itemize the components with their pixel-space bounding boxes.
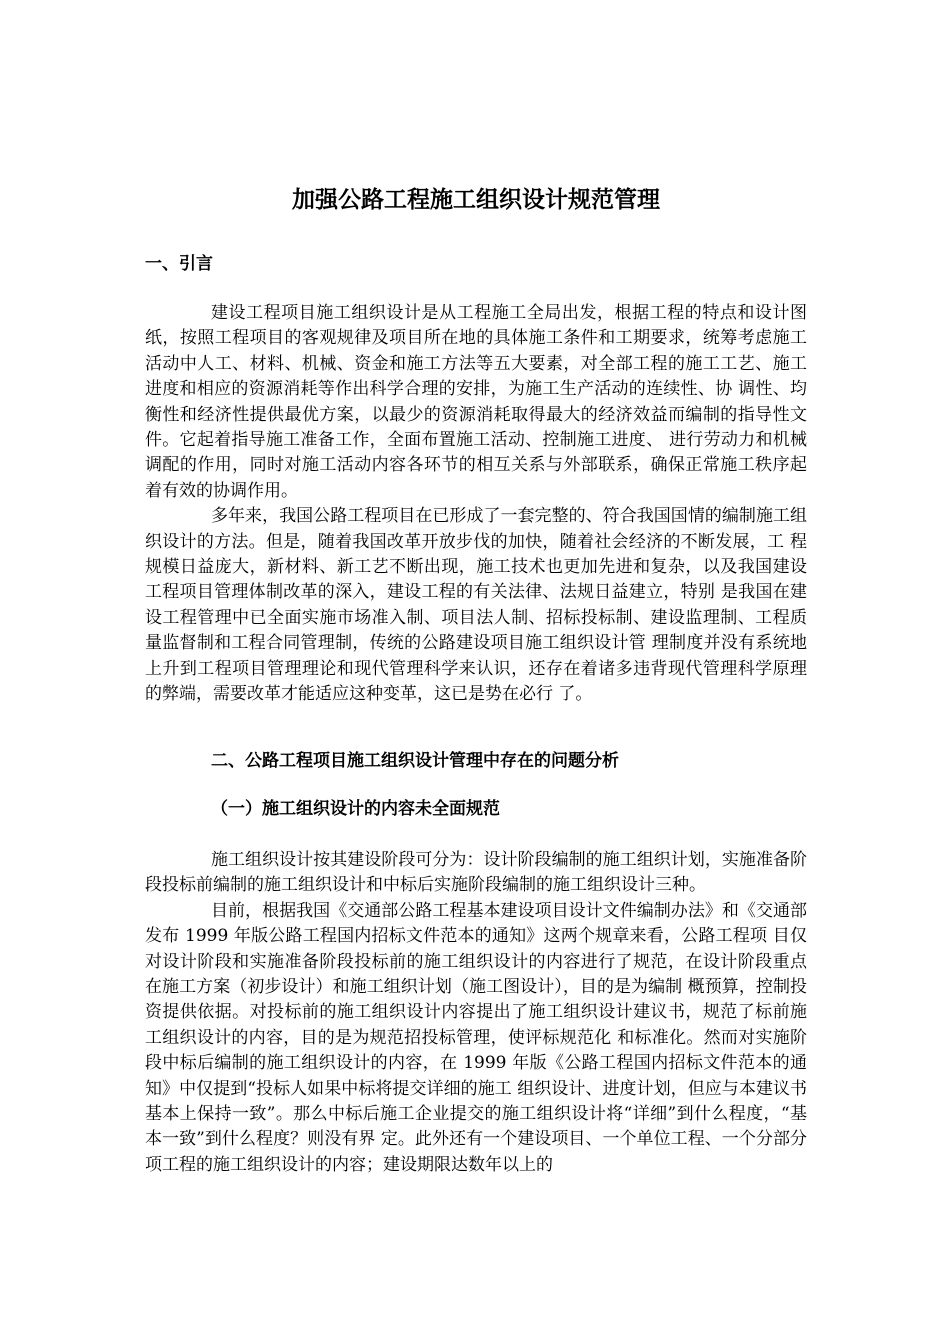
paragraph: 多年来，我国公路工程项目在已形成了一套完整的、符合我国国情的编制施工组织设计的方法。但是，随着我国改革开放步伐的加快，随着社会经济的不断发展，工 程规模日益庞大，新材料、新工艺不断出现，施工技术也更加先进和复杂，以及我国建设工程项目管理体制改革的深入，建设工程的有关法律、法规日益建立，特别 是我国在建设工程管理中已全面实施市场准入制、项目法人制、招标投标制、建设监理制、工程质量监督制和工程合同管理制，传统的公路建设项目施工组织设计管 理制度并没有系统地上升到工程项目管理理论和现代管理科学来认识，还存在着诸多违背现代管理科学原理的弊端，需要改革才能适应这种变革，这已是势在必行 了。 (145, 506, 807, 705)
section-body-introduction (145, 301, 807, 708)
subsection-heading-content: （一）施工组织设计的内容未全面规范 (211, 799, 500, 819)
paragraph: 施工组织设计按其建设阶段可分为：设计阶段编制的施工组织计划，实施准备阶段投标前编制的施工组织设计和中标后实施阶段编制的施工组织设计三种。 (145, 850, 807, 896)
section-body-problem-analysis (145, 848, 807, 1178)
section-heading-problem-analysis: 二、公路工程项目施工组织设计管理中存在的问题分析 (211, 751, 619, 771)
section-heading-introduction: 一、引言 (145, 254, 213, 274)
paragraph: 目前，根据我国《交通部公路工程基本建设项目设计文件编制办法》和《交通部发布 1999 年版公路工程国内招标文件范本的通知》这两个规章来看，公路工程项 目仅对设计阶段和实施准备阶段投标前的施工组织设计的内容进行了规范，在设计阶段重点在施工方案（初步设计）和施工组织计划（施工图设计），目的是为编制 概预算，控制投资提供依据。对投标前的施工组织设计内容提出了施工组织设计建议书，规范了标前施工组织设计的内容，目的是为规范招投标管理，使评标规范化 和标准化。然而对实施阶段中标后编制的施工组织设计的内容，在 1999 年版《公路工程国内招标文件范本的通知》中仅提到“投标人如果中标将提交详细的施工 组织设计、进度计划，但应与本建议书基本上保持一致”。那么中标后施工企业提交的施工组织设计将“详细”到什么程度，“基本一致”到什么程度？则没有界 定。此外还有一个建设项目、一个单位工程、一个分部分项工程的施工组织设计的内容；建设期限达数年以上的 (145, 900, 807, 1175)
document-title: 加强公路工程施工组织设计规范管理 (292, 187, 660, 213)
paragraph: 建设工程项目施工组织设计是从工程施工全局出发，根据工程的特点和设计图纸，按照工程项目的客观规律及项目所在地的具体施工条件和工期要求，统筹考虑施工 活动中人工、材料、机械、资金和施工方法等五大要素，对全部工程的施工工艺、施工进度和相应的资源消耗等作出科学合理的安排，为施工生产活动的连续性、协 调性、均衡性和经济性提供最优方案，以最少的资源消耗取得最大的经济效益而编制的指导性文件。它起着指导施工准备工作，全面布置施工活动、控制施工进度、 进行劳动力和机械调配的作用，同时对施工活动内容各环节的相互关系与外部联系，确保正常施工秩序起着有效的协调作用。 (145, 303, 807, 501)
